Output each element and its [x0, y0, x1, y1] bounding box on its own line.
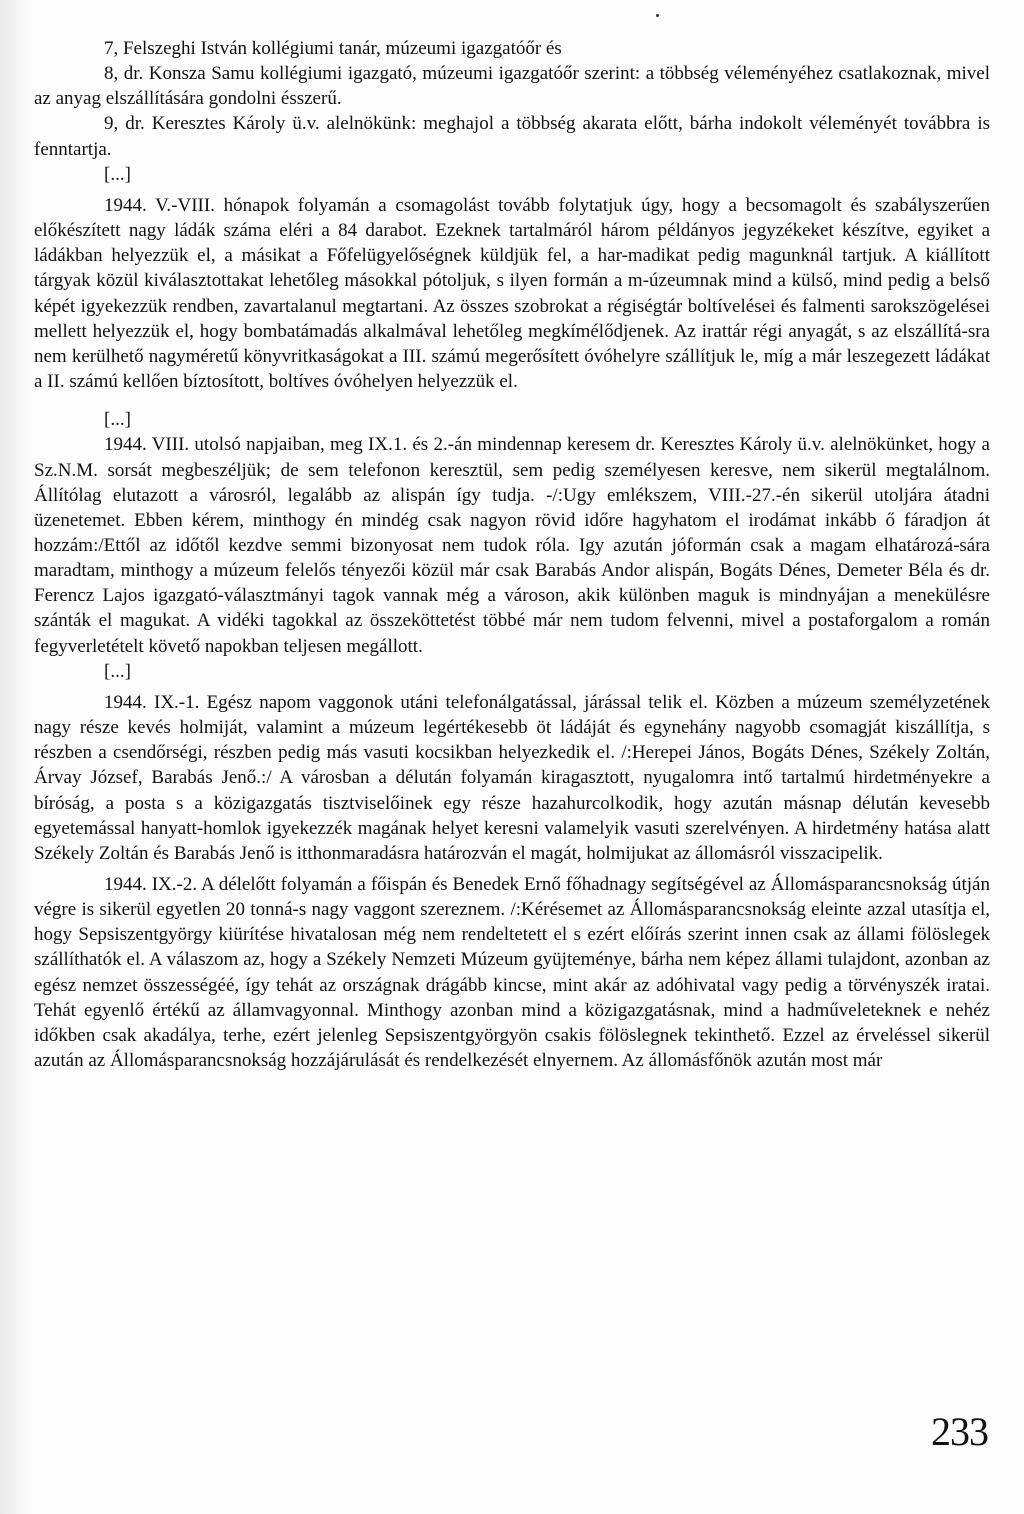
body-text — [34, 36, 990, 1073]
omission-mark: [...] — [104, 409, 131, 431]
paragraph-item-9: 9, dr. Keresztes Károly ü.v. alelnökünk: meghajol a többség akarata előtt, bárha indokolt véleményét továbbra is fenntartja. — [34, 113, 990, 160]
paragraph-1944-v-viii: 1944. V.-VIII. hónapok folyamán a csomagolást tovább folytatjuk úgy, hogy a becsomagolt és szabályszerűen előkészített nagy ládák száma eléri a 84 darabot. Ezeknek tartalmáról három példányos jegyzékeket készítve, egyiket a ládákban helyezzük el, a másikat a Főfelügyelőségnek küldjük fel, a har-madikat pedig magunknál tartjuk. A kiállított tárgyak közül kiválasztottakat lehetőleg másokkal pótoljuk, s ilyen formán a m-úzeumnak mind a külső, mind pedig a belső képét igyekezzük rendben, zavartalanul megtartani. Az összes szobrokat a régiségtár boltívelései és falmenti sarokszögelései mellett helyezzük el, hogy bombatámadás alkalmával lehetőleg megkímélődjenek. Az irattár régi anyagát, s az elszállítá-sra nem kerülhető nagyméretű könyvritkaságokat a III. számú megerősített óvóhelyre szállítjuk le, míg a már leszegezett ládákat a II. számú kellően bíztosított, boltíves óvóhelyen helyezzük el. — [34, 194, 990, 393]
paragraph-item-8: 8, dr. Konsza Samu kollégiumi igazgató, múzeumi igazgatóőr szerint: a többség véleményéhez csatlakoznak, mivel az anyag elszállítására gondolni ésszerű. — [34, 63, 990, 110]
omission-mark: [...] — [104, 660, 131, 682]
page-number: 233 — [931, 1409, 988, 1454]
omission-mark: [...] — [104, 163, 131, 185]
paragraph-1944-viii-end: 1944. VIII. utolsó napjaiban, meg IX.1. és 2.-án mindennap keresem dr. Keresztes Károly ü.v. alelnökünket, hogy a Sz.N.M. sorsát megbeszéljük; de sem telefonon keresztül, sem pedig személyesen keresve, nem sikerül megtalálnom. Állítólag elutazott a városról, legalább az alispán így tudja. -/:Ugy emlékszem, VIII.-27.-én sikerül utoljára átadni üzenetemet. Ebben kérem, minthogy én mindég csak nagyon rövid időre hagyhatom el irodámat inkább ő fáradjon át hozzám:/Ettől az időtől kezdve semmi bizonyosat nem tudok róla. Igy azután jóformán csak a magam elhatározá-sára maradtam, minthogy a múzeum felelős tényezői közül már csak Barabás Andor alispán, Bogáts Dénes, Demeter Béla és dr. Ferencz Lajos igazgató-választmányi tagok vannak még a városon, akik különben maguk is mindnyájan a menekülésre szánták el magukat. A vidéki tagokkal az összeköttetést többé már nem tudom felvenni, mivel a postaforgalom a román fegyverletételt követő napokban teljesen megállott. — [34, 434, 990, 657]
scan-shadow — [0, 0, 34, 1514]
paragraph-item-7: 7, Felszeghi István kollégiumi tanár, múzeumi igazgatóőr és — [104, 38, 562, 59]
scan-speck — [656, 14, 659, 17]
paragraph-1944-ix-2: 1944. IX.-2. A délelőtt folyamán a főispán és Benedek Ernő főhadnagy segítségével az Állomásparancsnokság útján végre is sikerül egyetlen 20 tonná-s nagy vaggont szereznem. /:Kérésemet az Állomásparancsnokság eleinte azzal utasítja el, hogy Sepsiszentgyörgy kiürítése hivatalosan még nem rendeltetett el s ezért előírás szerint innen csak az állami fölöslegek szállíthatók el. A válaszom az, hogy a Székely Nemzeti Múzeum gyüjteménye, bárha nem képez állami tulajdont, azonban az egész nemzet összességéé, így tehát az országnak drágább kincse, mint akár az adóhivatal vagy pedig a törvényszék iratai. Tehát egyenlő értékű az államvagyonnal. Minthogy azonban mind a közigazgatásnak, mind a hadműveleteknek e nehéz időkben csak akadálya, terhe, ezért jelenleg Sepsiszentgyörgyön csakis fölöslegnek tekinthető. Ezzel az érveléssel sikerül azután az Állomásparancsnokság hozzájárulását és rendelkezését elnyernem. Az állomásfőnök azután most már — [34, 874, 990, 1072]
paragraph-1944-ix-1: 1944. IX.-1. Egész napom vaggonok utáni telefonálgatással, járással telik el. Közben a múzeum személyzetének nagy része kevés holmiját, valamint a múzeum legértékesebb öt ládáját és egynehány nagyobb csomagját kiszállítja, s részben a csendőrségi, részben pedig más vasuti kocsikban helyezkedik el. /:Herepei János, Bogáts Dénes, Székely Zoltán, Árvay József, Barabás Jenő.:/ A városban a délután folyamán kiragasztott, nyugalomra intő tartalmú hirdetményekre a bíróság, a posta s a közigazgatás tisztviselőinek egy része hazahurcolkodik, hogy azután másnap délután kevesebb egyetemással hanyatt-homlok igyekezzék magának helyet keresni valamelyik vasuti szerelvényen. A hirdetmény hatása alatt Székely Zoltán és Barabás Jenő is itthonmaradásra határozván el magát, holmijukat az állomásról visszacipelik. — [34, 691, 990, 864]
